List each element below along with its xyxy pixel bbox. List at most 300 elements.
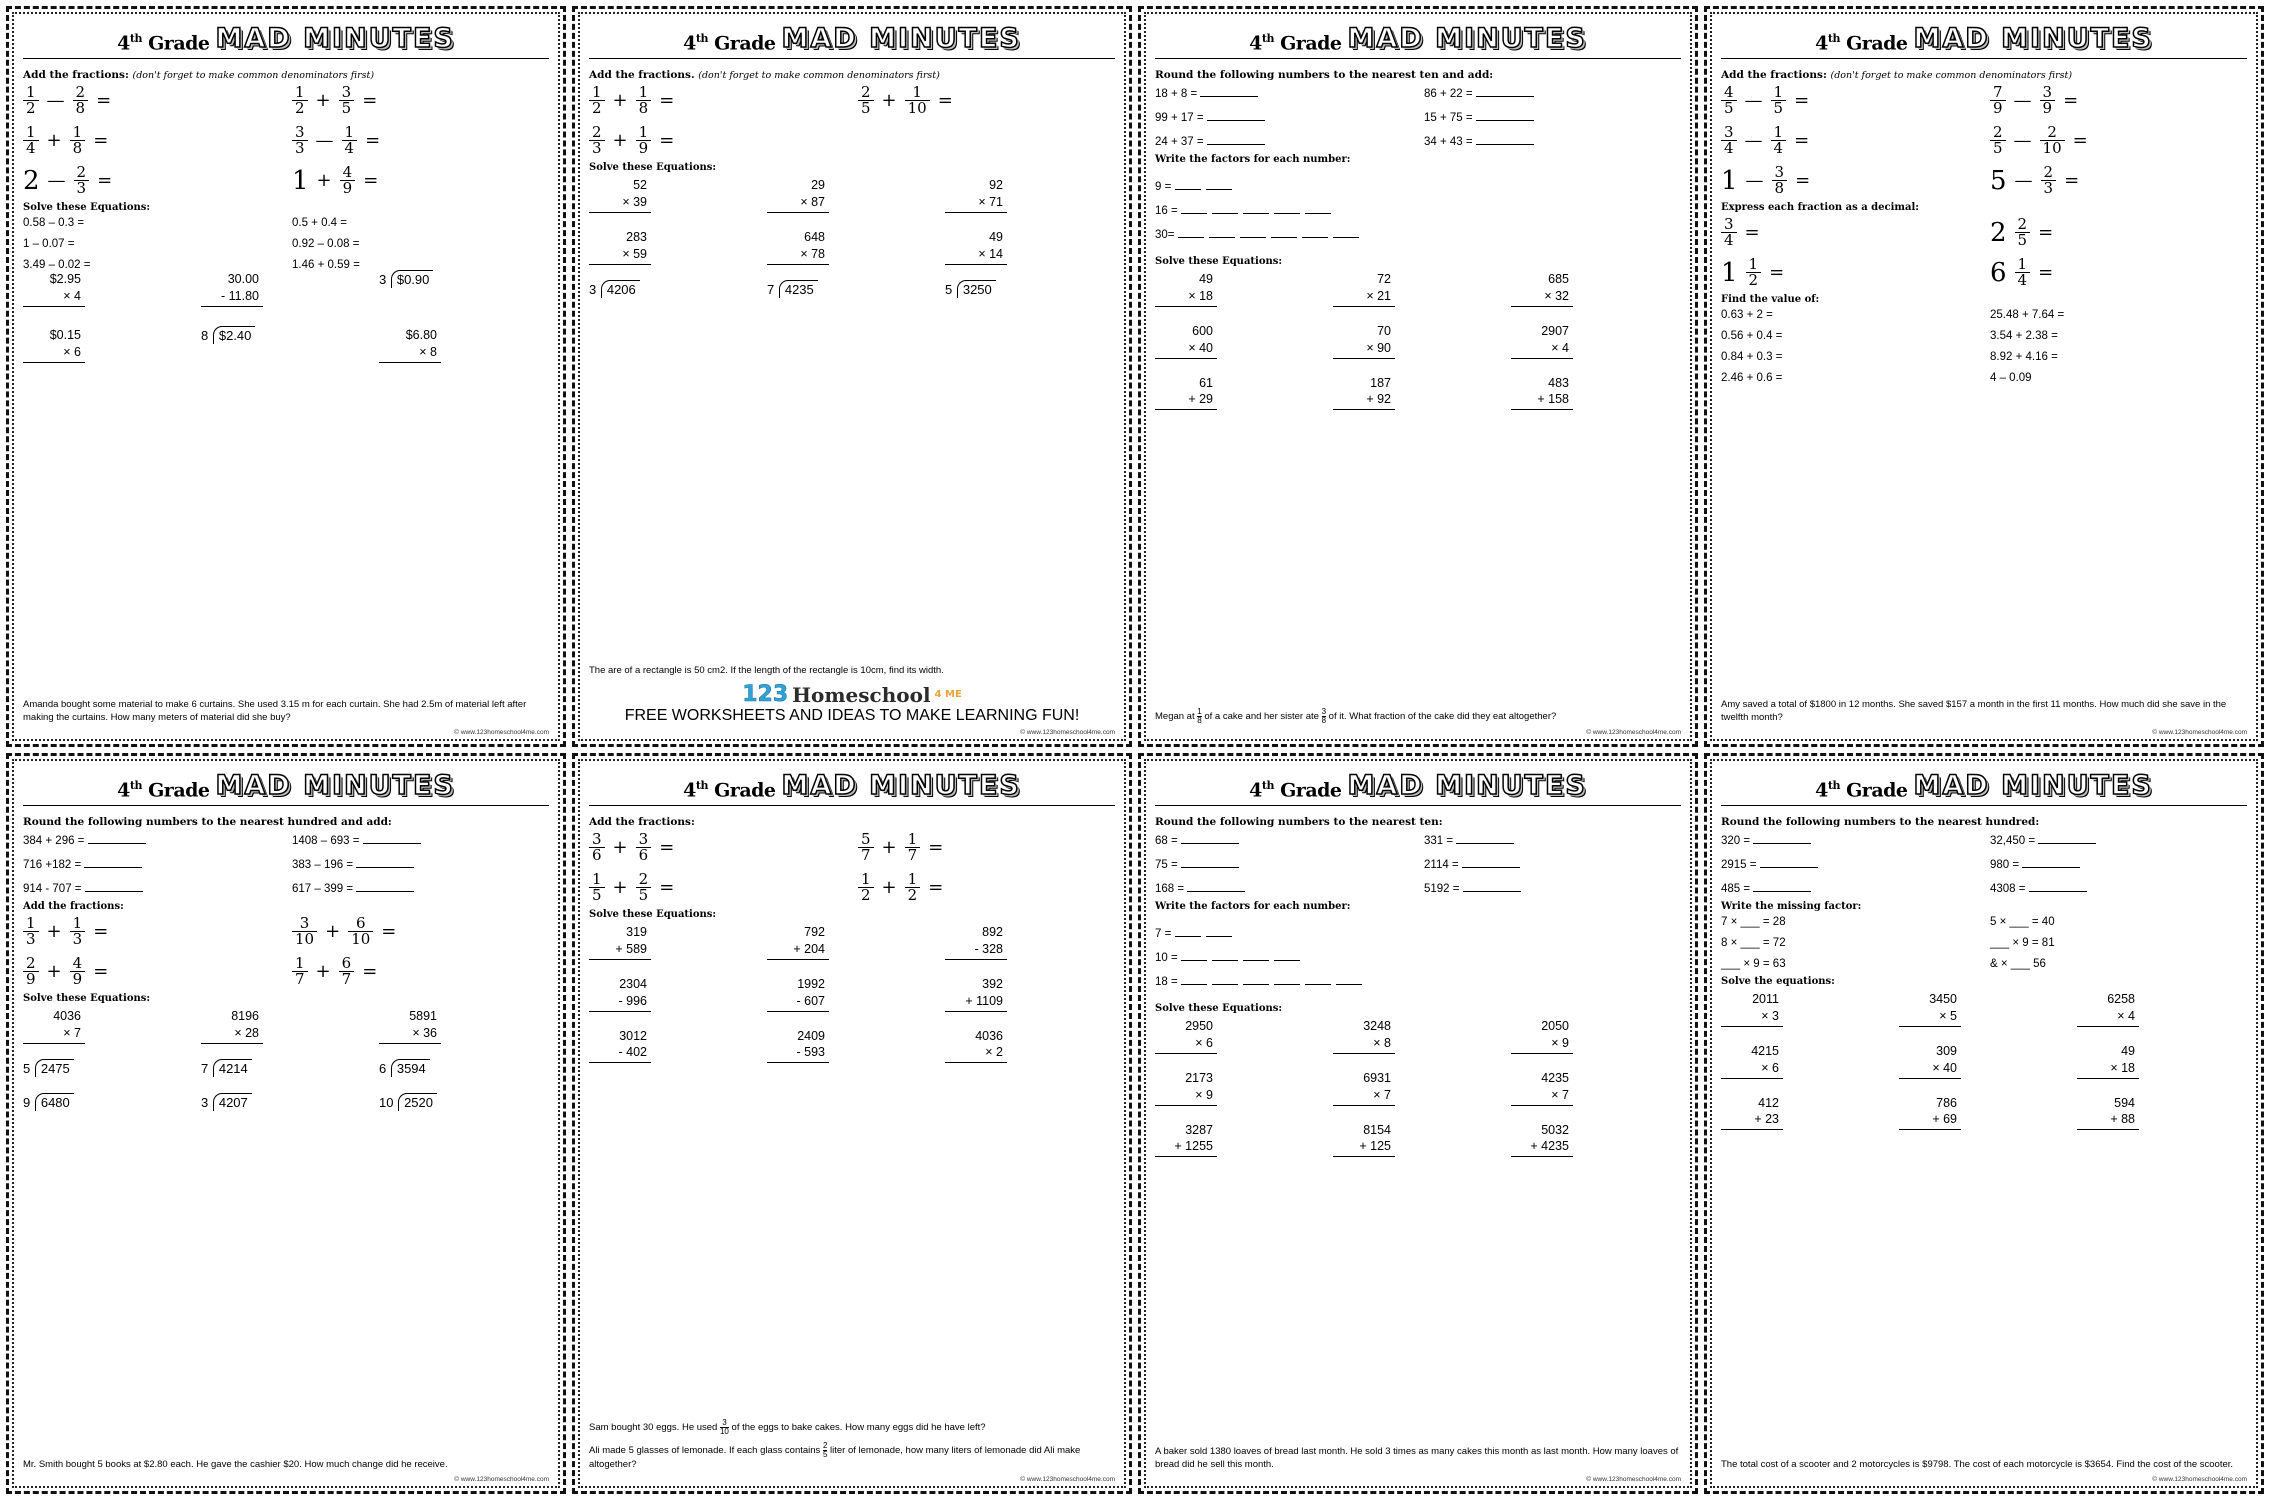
equation-cell <box>589 924 759 960</box>
operand-bottom: + 88 <box>2077 1111 2139 1130</box>
answer-blank[interactable] <box>1274 973 1300 985</box>
fraction-problem <box>858 872 1115 903</box>
value-item[interactable]: 25.48 + 7.64 = <box>1990 309 2065 321</box>
decimal-equation-item[interactable]: 0.5 + 0.4 = <box>292 217 347 229</box>
divisor: 3 <box>379 272 390 287</box>
answer-blank[interactable] <box>1271 226 1297 238</box>
answer-blank[interactable] <box>1212 973 1238 985</box>
equation-cell <box>2077 991 2247 1027</box>
divisor: 5 <box>945 281 956 297</box>
operator: + <box>46 130 62 151</box>
equation-cell <box>1511 1122 1681 1158</box>
answer-blank[interactable] <box>2022 856 2080 868</box>
equation-cell <box>1721 1095 1891 1131</box>
equation-cell <box>379 1060 549 1078</box>
instruction-note: (don't forget to make common denominators first) <box>1830 70 2073 81</box>
fraction-left <box>589 85 605 116</box>
vertical-problem <box>1511 375 1573 411</box>
vertical-problem <box>201 1008 263 1044</box>
decimal-fraction-problem <box>1721 257 1978 288</box>
equation-cell <box>1721 991 1891 1027</box>
answer-blank[interactable] <box>1181 202 1207 214</box>
equals-sign: = <box>97 170 113 191</box>
fraction-denominator: 3 <box>2041 180 2057 196</box>
answer-blank[interactable] <box>1200 85 1258 97</box>
equation-cell <box>1333 271 1503 307</box>
equation-cell <box>945 229 1115 265</box>
equals-sign: = <box>2072 130 2088 151</box>
operator: + <box>881 877 897 898</box>
equation-cell <box>201 1008 371 1044</box>
fraction-denominator: 7 <box>292 971 308 987</box>
equation-cell <box>23 271 193 307</box>
answer-blank[interactable] <box>1274 202 1300 214</box>
worksheet-body <box>589 19 1115 736</box>
fraction-denominator: 9 <box>636 140 652 156</box>
answer-blank[interactable] <box>1476 109 1534 121</box>
decimal-equation-item[interactable]: 0.92 – 0.08 = <box>292 238 360 250</box>
fraction-denominator: 2 <box>23 100 39 116</box>
operand-bottom: + 1255 <box>1155 1138 1217 1157</box>
operator: + <box>612 877 628 898</box>
fraction-numerator: 1 <box>344 123 355 141</box>
equation-cell <box>767 177 937 213</box>
answer-blank[interactable] <box>1243 973 1269 985</box>
mad-minutes-title: MAD MINUTES <box>1913 770 2153 801</box>
problem-item: 24 + 37 = <box>1155 133 1412 148</box>
equation-cell <box>23 1060 193 1078</box>
answer-blank[interactable] <box>1274 949 1300 961</box>
vertical-problem <box>1511 1070 1573 1106</box>
fraction-numerator: 6 <box>355 914 366 932</box>
value-item[interactable]: 4 – 0.09 <box>1990 372 2032 384</box>
answer-blank[interactable] <box>1181 832 1239 844</box>
operand-bottom: × 18 <box>2077 1060 2139 1079</box>
operand-bottom: × 6 <box>1721 1060 1783 1079</box>
fraction-problem <box>23 165 280 196</box>
decimal-equation-item[interactable]: 0.58 – 0.3 = <box>23 217 85 229</box>
equation-cell <box>1511 1018 1681 1054</box>
equation-grid <box>589 924 1115 1063</box>
fraction-problem-list <box>23 916 549 987</box>
answer-blank[interactable] <box>1753 832 1811 844</box>
fraction-denominator: 3 <box>589 140 605 156</box>
vertical-problem <box>767 1028 829 1064</box>
missing-factor-item[interactable]: 5 × ___ = 40 <box>1990 916 2055 928</box>
fraction-denominator: 2 <box>905 887 921 903</box>
value-item[interactable]: 0.63 + 2 = <box>1721 309 1773 321</box>
divisor: 5 <box>23 1060 34 1076</box>
long-division-problem <box>23 1095 74 1110</box>
fraction-right <box>348 916 373 947</box>
problem-list <box>1721 832 2247 895</box>
fraction-right <box>339 85 355 116</box>
value-item[interactable]: 8.92 + 4.16 = <box>1990 351 2058 363</box>
answer-blank[interactable] <box>1760 856 1818 868</box>
fraction-numerator: 3 <box>1724 123 1734 141</box>
fraction-denominator: 2 <box>292 100 308 116</box>
operand-bottom: - 607 <box>767 993 829 1012</box>
fraction-numerator: 1 <box>592 83 602 101</box>
equals-sign: = <box>928 877 944 898</box>
decimal-equation-item[interactable]: 1 – 0.07 = <box>23 238 75 250</box>
operand-top: 4036 <box>975 1028 1003 1043</box>
fraction-problem <box>23 916 280 947</box>
operand-top: 2907 <box>1541 323 1569 338</box>
value-item[interactable]: 0.56 + 0.4 = <box>1721 330 1783 342</box>
answer-blank[interactable] <box>1212 202 1238 214</box>
operand-bottom: × 90 <box>1333 340 1395 359</box>
vertical-problem <box>1721 1095 1783 1131</box>
operand-top: 685 <box>1548 272 1569 286</box>
problem-item: 99 + 17 = <box>1155 109 1412 124</box>
operator: + <box>881 90 897 111</box>
fraction-left <box>858 85 874 116</box>
fraction-denominator: 9 <box>23 971 39 987</box>
worksheet-page <box>6 753 566 1494</box>
equals-sign: = <box>659 837 675 858</box>
instruction-text: Add the fractions: <box>589 816 695 828</box>
header-rule <box>1155 805 1681 806</box>
fraction-denominator: 5 <box>1771 100 1787 116</box>
answer-blank[interactable] <box>1243 949 1269 961</box>
problem-item: 980 = <box>1990 856 2247 871</box>
equation-cell <box>379 1008 549 1044</box>
fraction-numerator: 1 <box>26 123 36 141</box>
copyright-credit: © www.123homeschool4me.com <box>2152 1476 2247 1483</box>
value-item[interactable]: 0.84 + 0.3 = <box>1721 351 1783 363</box>
grade-label: 4th Grade <box>1249 778 1342 801</box>
equations-heading: Solve these Equations: <box>1155 256 1283 267</box>
spacer <box>1155 410 1681 702</box>
fraction-right <box>905 832 921 863</box>
operand-top: 792 <box>804 925 825 939</box>
operand-bottom: - 11.80 <box>201 288 263 307</box>
fraction-numerator: 2 <box>861 83 871 101</box>
fraction-problem <box>589 85 846 116</box>
fraction-right <box>342 125 358 156</box>
equals-sign: = <box>928 837 944 858</box>
answer-blank[interactable] <box>1476 133 1534 145</box>
answer-blank[interactable] <box>2029 880 2087 892</box>
answer-blank[interactable] <box>1243 202 1269 214</box>
header-rule <box>23 58 549 59</box>
fraction-numerator: 3 <box>341 83 352 101</box>
problem-item: 75 = <box>1155 856 1412 871</box>
equation-cell <box>945 924 1115 960</box>
operator: — <box>46 90 65 111</box>
fraction-numerator: 3 <box>299 914 310 932</box>
answer-blank[interactable] <box>363 832 421 844</box>
answer-blank[interactable] <box>1209 226 1235 238</box>
answer-blank[interactable] <box>1240 226 1266 238</box>
equation-cell <box>1155 323 1325 359</box>
fraction-problem-list <box>589 832 1115 903</box>
equals-sign: = <box>937 90 953 111</box>
fraction-numerator: 5 <box>861 830 871 848</box>
fraction-right <box>1771 85 1787 116</box>
operand-bottom: × 87 <box>767 194 829 213</box>
equation-cell <box>945 281 1115 299</box>
worksheet-page <box>1138 753 1698 1494</box>
inline-fraction <box>1322 708 1326 725</box>
fraction-numerator: 2 <box>822 1441 828 1451</box>
operand-top: 72 <box>1377 272 1391 286</box>
answer-blank[interactable] <box>1175 178 1201 190</box>
answer-blank[interactable] <box>2038 832 2096 844</box>
answer-blank[interactable] <box>88 832 146 844</box>
operand-top: $0.15 <box>49 327 81 342</box>
vertical-problem <box>589 924 651 960</box>
spacer <box>1155 1157 1681 1440</box>
operand-bottom: + 158 <box>1511 391 1573 410</box>
fraction-numerator: 2 <box>76 163 87 181</box>
operand-top: 319 <box>626 925 647 939</box>
answer-blank[interactable] <box>1753 880 1811 892</box>
fraction-numerator: 1 <box>907 870 918 888</box>
answer-blank[interactable] <box>1212 949 1238 961</box>
problem-item: 2915 = <box>1721 856 1978 871</box>
answer-blank[interactable] <box>1206 925 1232 937</box>
decimal-equation-item[interactable]: 3.49 – 0.02 = <box>23 259 91 271</box>
fraction <box>2015 217 2031 248</box>
problem-item: 331 = <box>1424 832 1681 847</box>
fraction-numerator: 1 <box>295 954 305 972</box>
vertical-problem <box>1899 1095 1961 1131</box>
worksheet-page <box>1704 753 2264 1494</box>
dividend: 3594 <box>391 1059 430 1077</box>
operator: — <box>2013 90 2032 111</box>
fraction-numerator: 1 <box>1748 255 1759 273</box>
word-problem: The total cost of a scooter and 2 motorcycles is $9798. The cost of each motorcycle is $3654. Find the cost of the scooter. <box>1721 1459 2234 1471</box>
equation-grid <box>589 177 1115 299</box>
equation-cell <box>2077 1043 2247 1079</box>
fraction-denominator: 9 <box>2040 100 2056 116</box>
operand-bottom: + 125 <box>1333 1138 1395 1157</box>
answer-blank[interactable] <box>1181 949 1207 961</box>
value-item[interactable]: 2.46 + 0.6 = <box>1721 372 1783 384</box>
vertical-problem <box>1333 1070 1395 1106</box>
grade-label: 4th Grade <box>117 778 210 801</box>
logo-4me: 4 ME <box>934 689 962 700</box>
answer-blank[interactable] <box>85 880 143 892</box>
answer-blank[interactable] <box>1181 856 1239 868</box>
decimal-fraction-problem <box>1721 217 1978 248</box>
operand-bottom: + 1109 <box>945 993 1007 1012</box>
operand-top: 786 <box>1936 1095 1957 1110</box>
whole-number: 1 <box>292 165 309 196</box>
answer-blank[interactable] <box>1207 133 1265 145</box>
equation-cell <box>1155 1018 1325 1054</box>
word-problem: Megan at $\frac{1}{8}$ of a cake and her sister ate $\frac{3}{8}$ of it. What fraction of the cake did they eat altogether? <box>1155 707 1557 725</box>
answer-blank[interactable] <box>1476 85 1534 97</box>
answer-blank[interactable] <box>1181 973 1207 985</box>
fraction-right <box>905 85 930 116</box>
decimal-equation-item[interactable]: 1.46 + 0.59 = <box>292 259 360 271</box>
fraction-right <box>905 872 921 903</box>
word-problem: Amy saved a total of $1800 in 12 months. She saved $157 a month in the first 11 months. How much did she save in the twelfth month? <box>1721 699 2227 724</box>
vertical-problem <box>945 177 1007 213</box>
fraction-problem <box>1721 165 1978 196</box>
missing-factor-item[interactable]: 8 × ___ = 72 <box>1721 937 1786 949</box>
fraction-numerator: 1 <box>1773 123 1784 141</box>
factor-item: 7 = <box>1155 925 1681 940</box>
vertical-problem <box>945 976 1007 1012</box>
answer-blank[interactable] <box>1463 880 1521 892</box>
operand-bottom: × 78 <box>767 246 829 265</box>
fraction-numerator: 1 <box>1197 707 1202 716</box>
inline-fraction <box>720 1419 729 1436</box>
equals-sign: = <box>93 921 109 942</box>
problem-item: 384 + 296 = <box>23 832 280 847</box>
fraction-left <box>292 85 308 116</box>
answer-blank[interactable] <box>356 880 414 892</box>
missing-factor-item[interactable]: & × ___ 56 <box>1990 958 2046 970</box>
vertical-problem <box>945 924 1007 960</box>
operator: + <box>46 921 62 942</box>
answer-blank[interactable] <box>1178 226 1204 238</box>
fraction-numerator: 2 <box>2047 123 2057 141</box>
header-rule <box>589 805 1115 806</box>
logo-123: 123 <box>742 682 789 707</box>
divisor: 7 <box>767 281 778 297</box>
equals-sign: = <box>659 877 675 898</box>
operand-bottom: × 2 <box>945 1044 1007 1063</box>
problem-item: 15 + 75 = <box>1424 109 1681 124</box>
fraction-numerator: 4 <box>1724 83 1734 101</box>
operand-bottom: + 92 <box>1333 391 1395 410</box>
header-rule <box>1721 58 2247 59</box>
decimal-fraction-problem <box>1990 217 2247 248</box>
answer-blank[interactable] <box>84 856 142 868</box>
spacer <box>1721 384 2247 693</box>
problem-list <box>1155 832 1681 895</box>
fraction-numerator: 1 <box>295 83 305 101</box>
problem-item: 18 + 8 = <box>1155 85 1412 100</box>
operator: + <box>881 837 897 858</box>
fraction <box>2015 257 2031 288</box>
fraction-numerator: 2 <box>638 870 649 888</box>
factor-list <box>1155 169 1681 250</box>
equation-cell <box>589 1028 759 1064</box>
equation-grid <box>1155 1018 1681 1157</box>
operand-top: 2173 <box>1185 1070 1213 1085</box>
factors-heading: Write the factors for each number: <box>1155 901 1351 912</box>
missing-factor-item[interactable]: ___ × 9 = 63 <box>1721 958 1786 970</box>
divisor: 10 <box>379 1094 398 1110</box>
fraction-problem <box>292 165 549 196</box>
fraction-left <box>23 956 39 987</box>
fraction-numerator: 2 <box>2017 215 2028 233</box>
dividend: $2.40 <box>213 326 256 344</box>
long-division-problem <box>767 282 818 297</box>
vertical-problem <box>1333 271 1395 307</box>
equation-grid <box>1155 271 1681 410</box>
missing-factor-item[interactable]: ___ × 9 = 81 <box>1990 937 2055 949</box>
answer-blank[interactable] <box>356 856 414 868</box>
fraction-left <box>1990 125 2006 156</box>
worksheet-body <box>1721 766 2247 1483</box>
spacer <box>1721 1130 2247 1453</box>
fraction-right <box>1772 165 1788 196</box>
operand-bottom: + 29 <box>1155 391 1217 410</box>
answer-blank[interactable] <box>1207 109 1265 121</box>
fraction-problem <box>1990 85 2247 116</box>
answer-blank[interactable] <box>1175 925 1201 937</box>
worksheet-page <box>6 6 566 747</box>
fraction-numerator: 1 <box>72 123 83 141</box>
operand-top: 594 <box>2114 1095 2135 1110</box>
fraction-numerator: 1 <box>592 870 602 888</box>
equation-cell <box>23 1008 193 1044</box>
divisor: 9 <box>23 1094 34 1110</box>
missing-factor-item[interactable]: 7 × ___ = 28 <box>1721 916 1786 928</box>
factor-item: 9 = <box>1155 178 1681 193</box>
fraction-denominator: 3 <box>70 931 86 947</box>
answer-blank[interactable] <box>1206 178 1232 190</box>
logo-homeschool: Homeschool <box>792 682 931 707</box>
long-division-problem <box>379 1095 437 1110</box>
equation-grid <box>23 1008 549 1112</box>
operand-top: 283 <box>626 229 647 244</box>
answer-blank[interactable] <box>1333 226 1359 238</box>
vertical-problem <box>1155 271 1217 307</box>
equation-cell <box>23 1094 193 1112</box>
operand-bottom: × 39 <box>589 194 651 213</box>
vertical-problem <box>1155 375 1217 411</box>
whole-number: 2 <box>1990 217 2007 248</box>
operand-top: 30.00 <box>227 272 259 286</box>
fraction-denominator: 7 <box>339 971 355 987</box>
equation-cell <box>2077 1095 2247 1131</box>
fraction-denominator: 2 <box>1746 272 1762 288</box>
fraction-problem <box>292 956 549 987</box>
fraction-numerator: 1 <box>907 830 918 848</box>
inline-fraction <box>823 1442 827 1459</box>
divisor: 3 <box>201 1094 212 1110</box>
answer-blank[interactable] <box>1302 226 1328 238</box>
whole-number: 5 <box>1990 165 2007 196</box>
operand-bottom: × 4 <box>2077 1008 2139 1027</box>
answer-blank[interactable] <box>1305 202 1331 214</box>
answer-blank[interactable] <box>1305 973 1331 985</box>
vertical-problem <box>2077 1095 2139 1131</box>
answer-blank[interactable] <box>1462 856 1520 868</box>
operand-top: 187 <box>1370 375 1391 390</box>
answer-blank[interactable] <box>1187 880 1245 892</box>
answer-blank[interactable] <box>1456 832 1514 844</box>
problem-item: 320 = <box>1721 832 1978 847</box>
fraction-numerator: 3 <box>638 830 649 848</box>
equals-sign: = <box>2064 170 2080 191</box>
equals-sign: = <box>1795 170 1811 191</box>
vertical-problem <box>379 327 441 363</box>
grade-label: 4th Grade <box>683 778 776 801</box>
answer-blank[interactable] <box>1336 973 1362 985</box>
copyright-credit: © www.123homeschool4me.com <box>454 1476 549 1483</box>
vertical-problem <box>23 327 85 363</box>
fraction-denominator: 2 <box>589 100 605 116</box>
copyright-credit: © www.123homeschool4me.com <box>454 729 549 736</box>
operand-top: 412 <box>1758 1095 1779 1110</box>
long-division-problem <box>379 1061 430 1076</box>
vertical-problem <box>1333 1018 1395 1054</box>
fraction-numerator: 3 <box>592 830 602 848</box>
operator: + <box>325 921 341 942</box>
problem-item: 716 +182 = <box>23 856 280 871</box>
fraction-denominator: 10 <box>2040 140 2065 156</box>
value-item[interactable]: 3.54 + 2.38 = <box>1990 330 2058 342</box>
